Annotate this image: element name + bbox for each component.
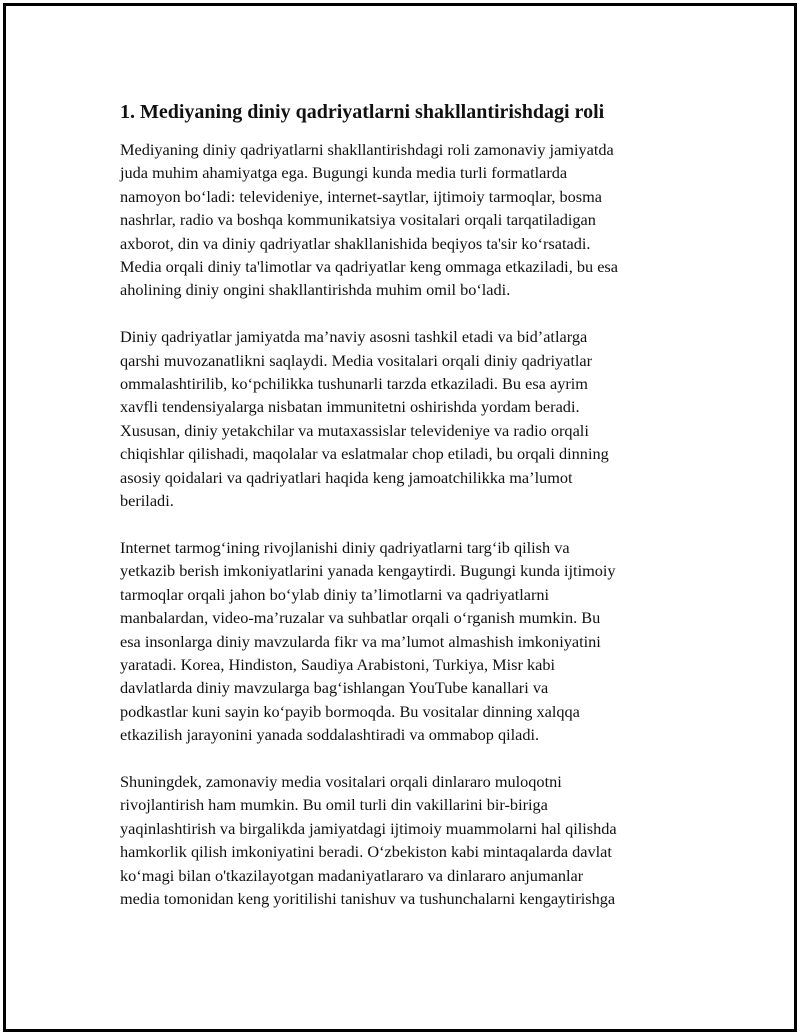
text-line: Shuningdek, zamonaviy media vositalari orqali dinlararo muloqotni bbox=[120, 771, 562, 791]
text-line: ommalashtirilib, ko‘pchilikka tushunarli tarzda etkaziladi. Bu esa ayrim bbox=[120, 374, 588, 394]
text-line: podkastlar kuni sayin ko‘payib bormoqda. Bu vositalar dinning xalqqa bbox=[120, 701, 580, 721]
paragraph-3 bbox=[120, 536, 690, 747]
text-line: axborot, din va diniy qadriyatlar shakllanishida beqiyos ta'sir ko‘rsatadi. bbox=[120, 233, 591, 253]
text-line: hamkorlik qilish imkoniyatini beradi. O‘zbekiston kabi mintaqalarda davlat bbox=[120, 842, 612, 862]
text-line: etkazilish jarayonini yanada soddalashtiradi va ommabop qiladi. bbox=[120, 725, 540, 745]
document-body bbox=[120, 99, 690, 934]
text-line: beriladi. bbox=[120, 491, 174, 511]
text-line: juda muhim ahamiyatga ega. Bugungi kunda media turli formatlarda bbox=[120, 163, 568, 183]
text-line: Internet tarmog‘ining rivojlanishi diniy qadriyatlarni targ‘ib qilish va bbox=[120, 537, 570, 557]
text-line: tarmoqlar orqali jahon bo‘ylab diniy ta’limotlarni va qadriyatlarni bbox=[120, 584, 550, 604]
text-line: manbalardan, video-ma’ruzalar va suhbatlar orqali o‘rganish mumkin. Bu bbox=[120, 608, 601, 628]
text-line: media tomonidan keng yoritilishi tanishuv va tushunchalarni kengaytirishga bbox=[120, 888, 616, 908]
text-line: namoyon bo‘ladi: televideniye, internet-saytlar, ijtimoiy tarmoqlar, bosma bbox=[120, 186, 603, 206]
text-line: xavfli tendensiyalarga nisbatan immunitetni oshirishda yordam beradi. bbox=[120, 397, 580, 417]
text-line: yetkazib berish imkoniyatlarini yanada kengaytirdi. Bugungi kunda ijtimoiy bbox=[120, 561, 616, 581]
text-line: esa insonlarga diniy mavzularda fikr va ma’lumot almashish imkoniyatini bbox=[120, 631, 601, 651]
text-line: yaqinlashtirish va birgalikda jamiyatdagi ijtimoiy muammolarni hal qilishda bbox=[120, 818, 617, 838]
text-line: qarshi muvozanatlikni saqlaydi. Media vositalari orqali diniy qadriyatlar bbox=[120, 350, 593, 370]
paragraph-4 bbox=[120, 770, 690, 910]
text-line: rivojlantirish ham mumkin. Bu omil turli din vakillarini bir-biriga bbox=[120, 795, 548, 815]
text-line: chiqishlar qilishadi, maqolalar va eslatmalar chop etiladi, bu orqali dinning bbox=[120, 444, 609, 464]
text-line: Diniy qadriyatlar jamiyatda ma’naviy asosni tashkil etadi va bid’atlarga bbox=[120, 327, 588, 347]
section-heading: 1. Mediyaning diniy qadriyatlarni shakllantirishdagi roli bbox=[120, 101, 605, 123]
text-line: aholining diniy ongini shakllantirishda muhim omil bo‘ladi. bbox=[120, 280, 511, 300]
paragraph-1 bbox=[120, 138, 690, 302]
paragraph-2 bbox=[120, 325, 690, 512]
text-line: yaratadi. Korea, Hindiston, Saudiya Arabistoni, Turkiya, Misr kabi bbox=[120, 654, 556, 674]
text-line: nashrlar, radio va boshqa kommunikatsiya vositalari orqali tarqatiladigan bbox=[120, 210, 596, 230]
text-line: Xususan, diniy yetakchilar va mutaxassislar televideniye va radio orqali bbox=[120, 420, 589, 440]
text-line: asosiy qoidalari va qadriyatlari haqida keng jamoatchilikka ma’lumot bbox=[120, 467, 573, 487]
text-line: ko‘magi bilan o'tkazilayotgan madaniyatlararo va dinlararo anjumanlar bbox=[120, 865, 584, 885]
text-line: davlatlarda diniy mavzularga bag‘ishlangan YouTube kanallari va bbox=[120, 678, 549, 698]
text-line: Mediyaning diniy qadriyatlarni shakllantirishdagi roli zamonaviy jamiyatda bbox=[120, 140, 614, 159]
page-frame bbox=[3, 3, 797, 1032]
text-line: Media orqali diniy ta'limotlar va qadriyatlar keng ommaga etkaziladi, bu esa bbox=[120, 257, 618, 277]
